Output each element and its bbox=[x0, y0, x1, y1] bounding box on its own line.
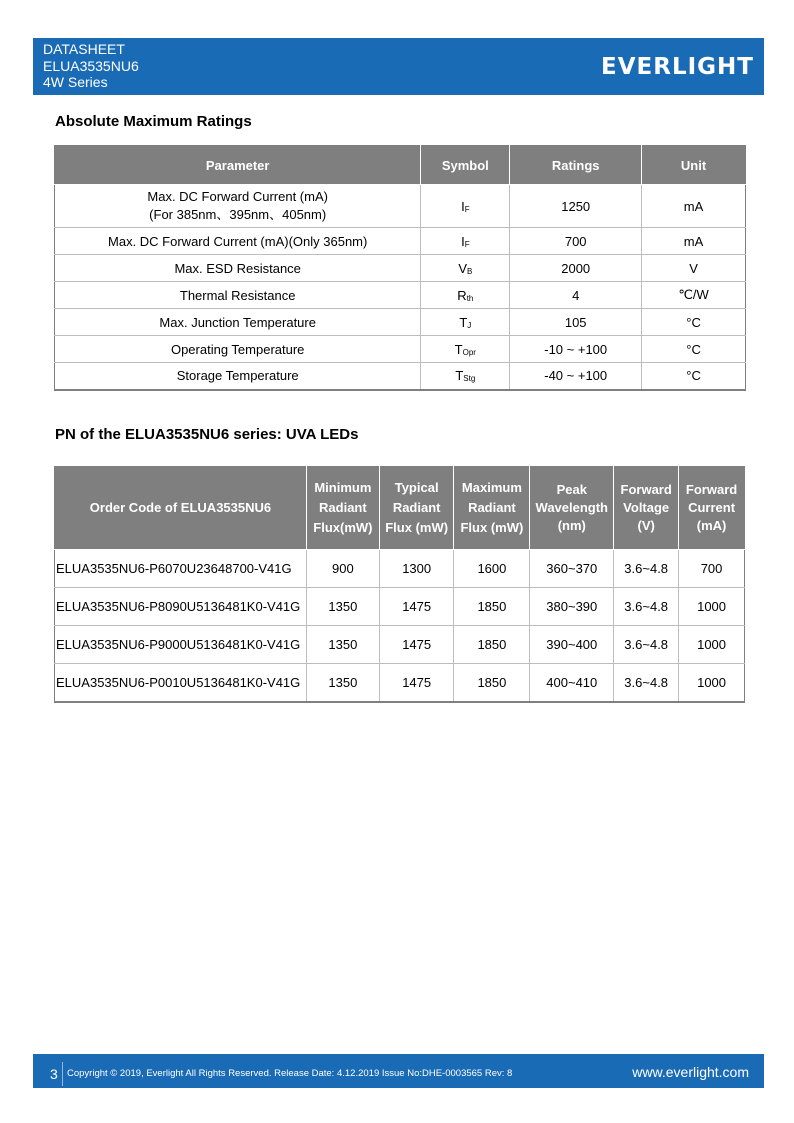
col-header bbox=[55, 467, 307, 550]
value-cell: 1850 bbox=[454, 588, 530, 626]
table-row bbox=[55, 255, 746, 282]
value-cell: 1350 bbox=[306, 664, 379, 702]
col-header bbox=[679, 467, 745, 550]
col-header-line: Wavelength bbox=[535, 500, 609, 515]
pn-title: PN of the ELUA3535NU6 series: UVA LEDs bbox=[55, 426, 359, 443]
col-header-line: Forward bbox=[620, 482, 672, 497]
table-row bbox=[55, 309, 746, 336]
product-name: ELUA3535NU6 bbox=[43, 57, 139, 74]
col-header-line: Order Code of ELUA3535NU6 bbox=[89, 500, 272, 515]
unit-cell: mA bbox=[642, 185, 746, 228]
table-row bbox=[55, 228, 746, 255]
col-header bbox=[306, 467, 379, 550]
parameter-cell bbox=[55, 185, 421, 228]
value-cell: 390~400 bbox=[530, 626, 614, 664]
rating-cell: 1250 bbox=[510, 185, 642, 228]
symbol-subscript: J bbox=[467, 320, 472, 330]
col-header-parameter: Parameter bbox=[55, 146, 421, 185]
symbol-text: I bbox=[461, 198, 465, 214]
col-header-line: Typical bbox=[394, 480, 439, 495]
symbol-cell bbox=[421, 336, 510, 363]
parameter-text: Operating Temperature bbox=[170, 341, 305, 357]
value-cell: 3.6~4.8 bbox=[614, 626, 679, 664]
header-text bbox=[43, 41, 139, 91]
value-cell: 1475 bbox=[379, 626, 454, 664]
col-header-line: Radiant bbox=[319, 500, 367, 515]
order-code-cell: ELUA3535NU6-P8090U5136481K0-V41G bbox=[55, 588, 307, 626]
symbol-subscript: B bbox=[466, 266, 473, 276]
rating-cell: 4 bbox=[510, 282, 642, 309]
col-header-line: Forward bbox=[685, 482, 738, 497]
parameter-text: Max. ESD Resistance bbox=[174, 260, 301, 276]
col-header-line: Flux (mW) bbox=[385, 520, 449, 535]
value-cell: 700 bbox=[679, 550, 745, 588]
rating-cell: -40 ~ +100 bbox=[510, 363, 642, 390]
symbol-cell bbox=[421, 228, 510, 255]
col-header-line: Peak bbox=[556, 482, 587, 497]
value-cell: 1350 bbox=[306, 588, 379, 626]
symbol-text: T bbox=[454, 341, 463, 357]
col-header-line: Radiant bbox=[392, 500, 441, 515]
value-cell: 1000 bbox=[679, 588, 745, 626]
table-row bbox=[55, 282, 746, 309]
order-code-cell: ELUA3535NU6-P9000U5136481K0-V41G bbox=[55, 626, 307, 664]
table-row bbox=[55, 588, 745, 626]
col-header-unit: Unit bbox=[642, 146, 746, 185]
col-header-line: (nm) bbox=[557, 518, 586, 533]
order-code-cell: ELUA3535NU6-P6070U23648700-V41G bbox=[55, 550, 307, 588]
parameter-cell bbox=[55, 228, 421, 255]
ratings-title: Absolute Maximum Ratings bbox=[55, 113, 252, 130]
parameter-cell bbox=[55, 336, 421, 363]
value-cell: 1850 bbox=[454, 626, 530, 664]
symbol-text: V bbox=[458, 260, 467, 276]
symbol-subscript: th bbox=[466, 293, 474, 303]
symbol-text: I bbox=[461, 233, 465, 249]
doc-type: DATASHEET bbox=[43, 41, 125, 57]
value-cell: 400~410 bbox=[530, 664, 614, 702]
symbol-text: R bbox=[457, 287, 467, 303]
value-cell: 3.6~4.8 bbox=[614, 588, 679, 626]
symbol-subscript: Stg bbox=[463, 374, 476, 384]
footer-divider bbox=[62, 1062, 63, 1086]
copyright-text: Copyright © 2019, Everlight All Rights Reserved. Release Date: 4.12.2019 Issue No:DHE-0003565 Rev: 8 bbox=[67, 1068, 513, 1079]
parameter-text: Max. DC Forward Current (mA) bbox=[147, 189, 328, 204]
symbol-cell bbox=[421, 185, 510, 228]
value-cell: 1350 bbox=[306, 626, 379, 664]
parameter-cell bbox=[55, 255, 421, 282]
order-code-cell: ELUA3535NU6-P0010U5136481K0-V41G bbox=[55, 664, 307, 702]
page-number: 3 bbox=[50, 1066, 58, 1082]
unit-cell: °C bbox=[642, 336, 746, 363]
col-header bbox=[454, 467, 530, 550]
table-header-row bbox=[55, 146, 746, 185]
rating-cell: 2000 bbox=[510, 255, 642, 282]
rating-cell: 700 bbox=[510, 228, 642, 255]
symbol-cell bbox=[421, 309, 510, 336]
value-cell: 1850 bbox=[454, 664, 530, 702]
parameter-text: Thermal Resistance bbox=[179, 287, 296, 303]
value-cell: 1000 bbox=[679, 664, 745, 702]
value-cell: 360~370 bbox=[530, 550, 614, 588]
unit-cell: °C bbox=[642, 309, 746, 336]
value-cell: 3.6~4.8 bbox=[614, 664, 679, 702]
col-header bbox=[530, 467, 614, 550]
series-name: 4W Series bbox=[43, 74, 108, 90]
table-row bbox=[55, 363, 746, 390]
symbol-subscript: F bbox=[464, 239, 470, 249]
part-number-table bbox=[54, 466, 745, 703]
col-header bbox=[379, 467, 454, 550]
symbol-cell bbox=[421, 255, 510, 282]
unit-cell: mA bbox=[642, 228, 746, 255]
parameter-text: Storage Temperature bbox=[176, 368, 299, 384]
table-row bbox=[55, 185, 746, 228]
col-header-symbol: Symbol bbox=[421, 146, 510, 185]
page-header bbox=[33, 38, 764, 95]
website-link[interactable]: www.everlight.com bbox=[632, 1064, 749, 1080]
col-header-line: Minimum bbox=[314, 480, 372, 495]
col-header-line: Flux(mW) bbox=[313, 520, 373, 535]
value-cell: 900 bbox=[306, 550, 379, 588]
value-cell: 1475 bbox=[379, 664, 454, 702]
symbol-text: T bbox=[459, 314, 468, 330]
symbol-subscript: Opr bbox=[462, 347, 476, 357]
unit-cell: °C bbox=[642, 363, 746, 390]
col-header-line: (V) bbox=[637, 518, 655, 533]
value-cell: 1600 bbox=[454, 550, 530, 588]
value-cell: 1475 bbox=[379, 588, 454, 626]
table-row bbox=[55, 336, 746, 363]
value-cell: 380~390 bbox=[530, 588, 614, 626]
absolute-maximum-ratings-table bbox=[54, 145, 746, 391]
value-cell: 1300 bbox=[379, 550, 454, 588]
symbol-text: T bbox=[455, 368, 464, 384]
unit-cell: ℃/W bbox=[642, 282, 746, 309]
value-cell: 3.6~4.8 bbox=[614, 550, 679, 588]
parameter-text: Max. Junction Temperature bbox=[159, 314, 316, 330]
parameter-text: (For 385nm、395nm、405nm) bbox=[149, 207, 327, 222]
table-row bbox=[55, 664, 745, 702]
col-header-line: Voltage bbox=[623, 500, 670, 515]
symbol-cell bbox=[421, 282, 510, 309]
col-header bbox=[614, 467, 679, 550]
col-header-line: Maximum bbox=[461, 480, 522, 495]
symbol-subscript: F bbox=[464, 204, 470, 214]
parameter-text: Max. DC Forward Current (mA)(Only 365nm) bbox=[108, 233, 368, 249]
col-header-ratings: Ratings bbox=[510, 146, 642, 185]
col-header-line: Flux (mW) bbox=[460, 520, 524, 535]
col-header-line: Current bbox=[688, 500, 736, 515]
rating-cell: 105 bbox=[510, 309, 642, 336]
table-row bbox=[55, 550, 745, 588]
symbol-cell bbox=[421, 363, 510, 390]
parameter-cell bbox=[55, 282, 421, 309]
unit-cell: V bbox=[642, 255, 746, 282]
table-header-row bbox=[55, 467, 745, 550]
parameter-cell bbox=[55, 363, 421, 390]
page-footer bbox=[33, 1054, 764, 1088]
table-row bbox=[55, 626, 745, 664]
parameter-cell bbox=[55, 309, 421, 336]
everlight-logo: EVERLIGHT bbox=[601, 54, 754, 80]
value-cell: 1000 bbox=[679, 626, 745, 664]
rating-cell: -10 ~ +100 bbox=[510, 336, 642, 363]
col-header-line: Radiant bbox=[468, 500, 516, 515]
col-header-line: (mA) bbox=[696, 518, 727, 533]
